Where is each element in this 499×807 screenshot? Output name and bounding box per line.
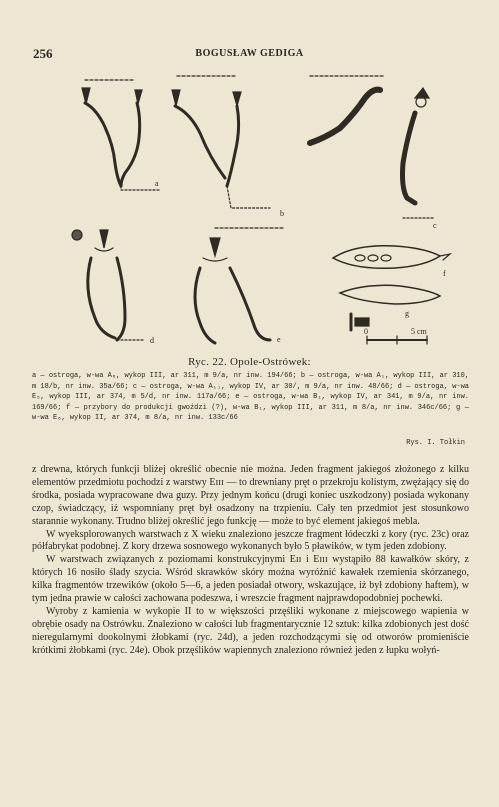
running-head: BOGUSŁAW GEDIGA: [195, 48, 304, 59]
paragraph: Wyroby z kamienia w wykopie II to w większości przęśliki wykonane z miejscowego wapienia w obrębie osady na Ostrówku. Znaleziono w całości lub fragmentarycznie 12 sztuk: kilka zdobionych jest dość nieregularnymi dookolnymi żłobkami (ryc. 24d), a jeden rozchodzącymi się od otworów promieniście krótkimi żłobkami (ryc. 24e). Obok przęślików wapiennych znaleziono również jeden z łupku wołyń-: [32, 605, 469, 656]
object-g-drawing: [340, 285, 440, 330]
fig-label-f: f: [443, 269, 446, 278]
fig-label-b: b: [280, 209, 284, 218]
spur-b-drawing: [172, 76, 270, 208]
spur-a-drawing: [82, 80, 160, 190]
body-text: [32, 464, 469, 658]
fig-label-e: e: [277, 335, 281, 344]
scale-bar: [367, 336, 427, 344]
fig-label-a: a: [155, 179, 159, 188]
paragraph: W wyeksplorowanych warstwach z X wieku znaleziono jeszcze fragment łódeczki z kory (ryc. 23c) oraz półfabrykat podobnej. Z kory drzewa sosnowego wykonanych było 5 pławików, w tym jeden zdobiony.: [32, 528, 469, 553]
spur-d-drawing: [72, 230, 145, 340]
object-f-drawing: [333, 246, 450, 269]
spur-c-drawing: [310, 76, 435, 218]
fig-label-g: g: [405, 309, 409, 318]
fig-label-c: c: [433, 221, 437, 230]
spur-e-drawing: [195, 228, 285, 343]
paragraph: z drewna, których funkcji bliżej określić obecnie nie można. Jeden fragment jakiegoś złożonego z kilku elementów przedmiotu pochodzi z warstwy Eɪɪɪ — to drewniany pręt o przekroju kolistym, zwężający się do środka, posiada wypracowane dwa guzy. Przy jednym końcu (drugi koniec uszkodzony) posiada wykonany czop, świadczący, iż wspomniany pręt był osadzony na trzpieniu. Cały ten przedmiot jest stosunkowo starannie wykonany. Trudno bliżej określić jego funkcję — może to być element jakiegoś mebla.: [32, 464, 469, 527]
scale-label-zero: 0: [364, 327, 368, 336]
page-number: 256: [33, 46, 53, 61]
paragraph: W warstwach związanych z poziomami konstrukcyjnymi Eɪɪ i Eɪɪɪ wystąpiło 88 kawałków skóry, z których 16 nosiło ślady szycia. Wśród skrawków skóry można wyróżnić kawałek rzemienia skórzanego, kilka fragmentów trzewików (około 5—6, a jeden posiadał otwory, wskazujące, iż był zdobiony haftem), w tym jedna prawie w całości zachowana podeszwa, i wreszcie fragment najprawdopodobniej pochewki.: [32, 554, 469, 605]
figure-caption-title: Ryc. 22. Opole-Ostrówek:: [188, 356, 311, 368]
figure-caption-body: a — ostroga, w-wa A₆, wykop III, ar 311, m 9/a, nr inw. 194/66; b — ostroga, w-wa A₁, wykop III, ar 310, m 18/b, nr inw. 35a/66; c — ostroga, w-wa A₁₁, wykop IV, ar 30/, m 9/a, nr inw. 48/66; d — ostroga, w-wa E₅, wykop III, ar 374, m 5/d, nr inw. 117a/66; e — ostroga, w-wa B₁, wykop IV, ar 341, m 9/a, nr inw. 169/66; f — przybory do produkcji gwoździ (?), w-wa B₁, wykop III, ar 311, m 8/a, nr inw. 346c/66; g — w-wa E₆, wykop II, ar 374, m 8/a, nr inw. 133c/66: [32, 372, 469, 422]
fig-label-d: d: [150, 336, 154, 345]
figure-spurs-illustration: [55, 68, 475, 348]
illustration-credit: Rys. I. Tołkin: [406, 439, 465, 447]
scale-label-five: 5 cm: [411, 327, 427, 336]
